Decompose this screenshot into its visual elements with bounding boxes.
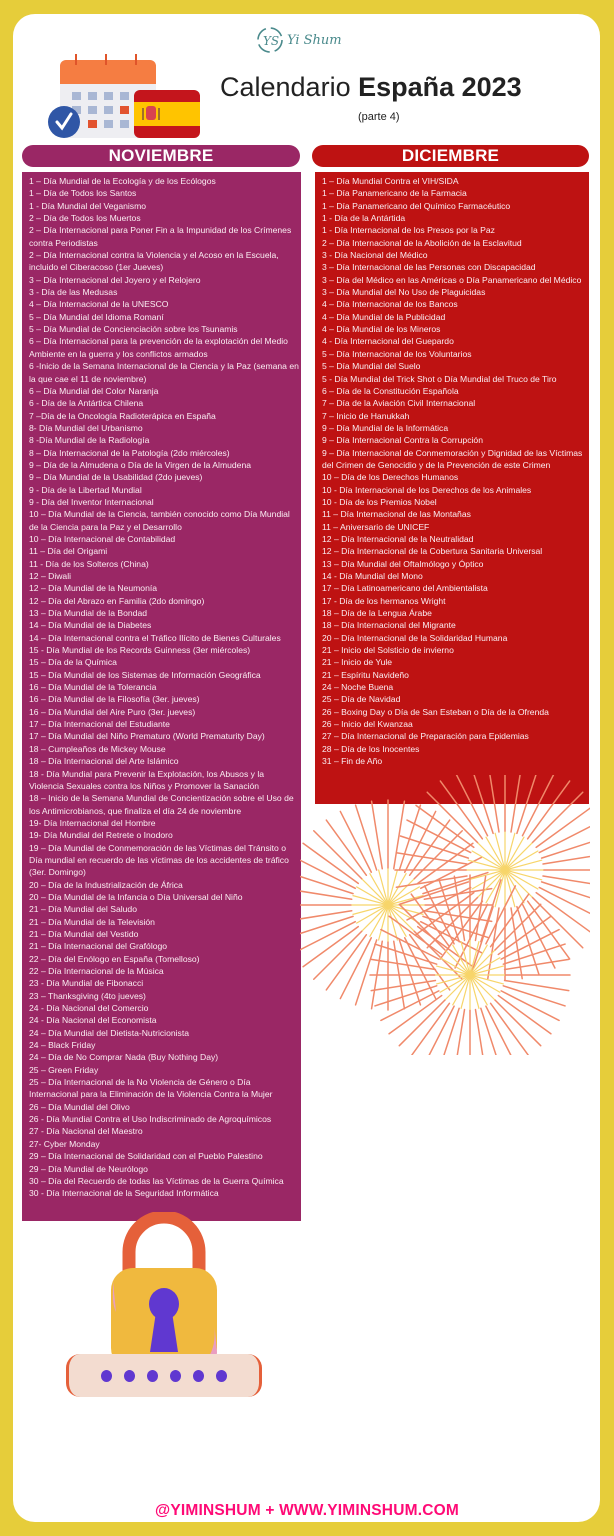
brand-logo [255, 20, 365, 60]
event-item: 11 – Aniversario de UNICEF [322, 521, 430, 532]
noviembre-events-list [22, 172, 301, 1221]
event-item: 8 -Día Mundial de la Radiología [29, 435, 150, 446]
event-item: 9 – Día Mundial de la Usabilidad (2do jueves) [29, 472, 203, 483]
event-item: 12 – Día Mundial de la Neumonía [29, 583, 158, 594]
password-dot-icon [101, 1370, 112, 1382]
event-item: 19- Día Mundial del Retrete o Inodoro [29, 830, 173, 841]
password-dot-icon [170, 1370, 181, 1382]
event-item: 1 – Día Panamericano del Químico Farmacéutico [322, 200, 511, 211]
event-item: 30 - Día Internacional de la Seguridad Informática [29, 1188, 219, 1199]
event-item: 10 – Día Mundial de la Ciencia, también conocido como Día Mundial de la Ciencia para la Paz y el Desarrollo [29, 509, 290, 532]
event-item: 24 – Noche Buena [322, 682, 394, 693]
event-item: 30 – Día del Recuerdo de todas las Víctimas de la Guerra Química [29, 1175, 284, 1186]
event-item: 12 – Día Internacional de la Cobertura Sanitaria Universal [322, 546, 543, 557]
event-item: 3 – Día del Médico en las Américas o Día Panamericano del Médico [322, 274, 582, 285]
event-item: 17 – Día Internacional del Estudiante [29, 719, 170, 730]
month-header-noviembre: NOVIEMBRE [22, 145, 300, 167]
event-item: 2 – Día Internacional de la Abolición de la Esclavitud [322, 237, 522, 248]
event-item: 13 – Día Mundial de la Bondad [29, 608, 148, 619]
event-item: 5 – Día Mundial de Concienciación sobre los Tsunamis [29, 324, 238, 335]
event-item: 6 – Día Mundial del Color Naranja [29, 385, 159, 396]
event-item: 26 – Boxing Day o Día de San Esteban o Día de la Ofrenda [322, 706, 549, 717]
event-item: 24 - Día Nacional del Comercio [29, 1003, 149, 1014]
event-item: 25 – Green Friday [29, 1064, 99, 1075]
event-item: 4 – Día Internacional de la UNESCO [29, 299, 169, 310]
event-item: 27 – Día Internacional de Preparación para Epidemias [322, 731, 529, 742]
event-item: 18 - Día Mundial para Prevenir la Explotación, los Abusos y la Violencia Sexuales contra los Niños y Promover la Sanación [29, 768, 265, 791]
event-item: 4 – Día Mundial de los Mineros [322, 324, 441, 335]
event-item: 8 – Día Internacional de la Patología (2do miércoles) [29, 447, 230, 458]
event-item: 26 - Día Mundial Contra el Uso Indiscriminado de Agroquímicos [29, 1114, 272, 1125]
diciembre-events-list [315, 172, 589, 804]
event-item: 18 – Inicio de la Semana Mundial de Concientización sobre el Uso de los Antimicrobianos, que finaliza el día 24 de noviembre [29, 793, 294, 816]
event-item: 3 – Día Mundial del No Uso de Plaguicidas [322, 287, 486, 298]
event-item: 1 – Día Mundial Contra el VIH/SIDA [322, 176, 459, 186]
event-item: 21 – Inicio de Yule [322, 657, 393, 668]
event-item: 3 - Día de las Medusas [29, 287, 118, 298]
event-item: 17 - Día de los hermanos Wright [322, 595, 446, 606]
event-item: 20 – Día Internacional de la Solidaridad Humana [322, 632, 508, 643]
event-item: 10 - Día Internacional de los Derechos de los Animales [322, 484, 532, 495]
event-item: 5 - Día Mundial del Trick Shot o Día Mundial del Truco de Tiro [322, 373, 557, 384]
event-item: 28 – Día de los Inocentes [322, 743, 420, 754]
event-item: 2 – Día Internacional para Poner Fin a la Impunidad de los Crímenes contra Periodistas [29, 225, 292, 248]
event-item: 12 – Día del Abrazo en Familia (2do domingo) [29, 595, 205, 606]
event-item: 7 – Día de la Aviación Civil Internacional [322, 398, 476, 409]
event-item: 6 – Día de la Constitución Española [322, 385, 459, 396]
event-item: 21 – Día Mundial del Saludo [29, 904, 137, 915]
event-item: 25 – Día de Navidad [322, 694, 401, 705]
footer-credit: @YIMINSHUM + WWW.YIMINSHUM.COM [155, 1502, 459, 1519]
event-item: 12 – Día Internacional de la Neutralidad [322, 533, 474, 544]
logo-text: Yi Shum [287, 32, 342, 48]
event-item: 16 – Día Mundial del Aire Puro (3er. jueves) [29, 706, 196, 717]
event-item: 4 – Día Mundial de la Publicidad [322, 311, 446, 322]
password-field [66, 1354, 262, 1397]
event-item: 14 – Día Internacional contra el Tráfico Ilícito de Bienes Culturales [29, 632, 281, 643]
event-item: 5 – Día Mundial del Idioma Romaní [29, 311, 164, 322]
event-item: 12 – Diwali [29, 571, 72, 581]
event-item: 5 – Día Mundial del Suelo [322, 361, 421, 372]
event-item: 17 – Día Latinoamericano del Ambientalista [322, 583, 488, 594]
event-item: 18 – Cumpleaños de Mickey Mouse [29, 743, 166, 754]
event-item: 1 - Día de la Antártida [322, 213, 406, 224]
event-item: 6 - Día de la Antártica Chilena [29, 398, 144, 409]
event-item: 18 – Día Internacional del Arte Islámico [29, 756, 179, 767]
event-item: 15 - Día Mundial de los Records Guinness (3er miércoles) [29, 645, 251, 656]
password-dot-icon [193, 1370, 204, 1382]
event-item: 2 – Día de Todos los Muertos [29, 213, 141, 224]
password-dot-icon [124, 1370, 135, 1382]
event-item: 23 – Thanksgiving (4to jueves) [29, 990, 146, 1001]
event-item: 27 - Día Nacional del Maestro [29, 1126, 143, 1137]
event-item: 14 - Día Mundial del Mono [322, 571, 423, 581]
event-item: 24 - Día Nacional del Economista [29, 1015, 157, 1026]
event-item: 25 – Día Internacional de la No Violencia de Género o Día Internacional para la Eliminación de la Violencia Contra la Mujer [29, 1077, 273, 1100]
event-item: 1 – Día de Todos los Santos [29, 188, 137, 199]
event-item: 13 – Día Mundial del Oftalmólogo y Óptico [322, 558, 484, 569]
ys-monogram-icon [255, 25, 285, 55]
event-item: 11 - Día de los Solteros (China) [29, 558, 149, 569]
event-item: 1 – Día Panamericano de la Farmacia [322, 188, 467, 199]
svg-text:YS: YS [263, 34, 280, 48]
event-item: 5 – Día Internacional de los Voluntarios [322, 348, 472, 359]
event-item: 1 - Día Mundial del Veganismo [29, 200, 147, 211]
event-item: 18 – Día de la Lengua Árabe [322, 608, 432, 619]
event-item: 10 - Día de los Premios Nobel [322, 496, 437, 507]
event-item: 24 – Día Mundial del Dietista-Nutricionista [29, 1027, 190, 1038]
event-item: 14 – Día Mundial de la Diabetes [29, 620, 152, 631]
fireworks-icon [300, 775, 590, 1055]
event-item: 20 – Día Mundial de la Infancia o Día Universal del Niño [29, 891, 243, 902]
event-item: 19 – Día Mundial de Conmemoración de las Víctimas del Tránsito o Día mundial en recuerdo de las víctimas de los accidentes de tráfico (3er. Domingo) [29, 842, 289, 878]
event-item: 16 – Día Mundial de la Tolerancia [29, 682, 157, 693]
event-item: 10 – Día de los Derechos Humanos [322, 472, 459, 483]
password-dot-icon [147, 1370, 158, 1382]
event-item: 29 – Día Internacional de Solidaridad con el Pueblo Palestino [29, 1151, 263, 1162]
event-item: 16 – Día Mundial de la Filosofía (3er. jueves) [29, 694, 200, 705]
event-item: 9 - Día del Inventor Internacional [29, 496, 154, 507]
event-item: 21 – Inicio del Solsticio de invierno [322, 645, 454, 656]
event-item: 8- Día Mundial del Urbanismo [29, 422, 143, 433]
event-item: 1 - Día Internacional de los Presos por la Paz [322, 225, 495, 236]
event-item: 4 – Día Internacional de los Bancos [322, 299, 458, 310]
event-item: 21 – Día Mundial del Vestido [29, 928, 139, 939]
event-item: 9 – Día Internacional Contra la Corrupción [322, 435, 483, 446]
event-item: 9 – Día de la Almudena o Día de la Virgen de la Almudena [29, 459, 251, 470]
event-item: 29 – Día Mundial de Neurólogo [29, 1163, 148, 1174]
event-item: 23 - Día Mundial de Fibonacci [29, 978, 144, 989]
event-item: 9 – Día Mundial de la Informática [322, 422, 449, 433]
event-item: 7 – Inicio de Hanukkah [322, 410, 410, 421]
event-item: 11 – Día Internacional de las Montañas [322, 509, 471, 520]
page-subtitle: (parte 4) [358, 111, 400, 123]
event-item: 20 – Día de la Industrialización de África [29, 879, 183, 890]
password-dot-icon [216, 1370, 227, 1382]
event-item: 3 - Día Nacional del Médico [322, 250, 428, 261]
event-item: 21 – Día Internacional del Grafólogo [29, 941, 168, 952]
event-item: 9 - Día de la Libertad Mundial [29, 484, 142, 495]
event-item: 7 –Día de la Oncología Radioterápica en España [29, 410, 216, 421]
event-item: 19- Día Internacional del Hombre [29, 817, 156, 828]
event-item: 21 – Espíritu Navideño [322, 669, 409, 680]
calendar-flag-icon [46, 52, 206, 142]
event-item: 17 – Día Mundial del Niño Prematuro (World Prematurity Day) [29, 731, 265, 742]
event-item: 21 – Día Mundial de la Televisión [29, 916, 155, 927]
event-item: 22 – Día del Enólogo en España (Tomelloso) [29, 953, 200, 964]
event-item: 6 -Inicio de la Semana Internacional de la Ciencia y la Paz (semana en la que cae el 11 de noviembre) [29, 361, 299, 384]
event-item: 11 – Día del Origami [29, 546, 108, 557]
page-title: Calendario España 2023 [220, 72, 522, 102]
event-item: 2 – Día Internacional contra la Violencia y el Acoso en la Escuela, incluido el Ciberacoso (1er Jueves) [29, 250, 279, 273]
month-header-diciembre: DICIEMBRE [312, 145, 589, 167]
event-item: 15 – Día de la Química [29, 657, 117, 668]
event-item: 3 – Día Internacional del Joyero y el Relojero [29, 274, 201, 285]
event-item: 24 – Día de No Comprar Nada (Buy Nothing Day) [29, 1052, 219, 1063]
event-item: 18 – Día Internacional del Migrante [322, 620, 456, 631]
event-item: 31 – Fin de Año [322, 756, 383, 767]
event-item: 22 – Día Internacional de la Música [29, 966, 164, 976]
event-item: 3 – Día Internacional de las Personas con Discapacidad [322, 262, 536, 273]
event-item: 10 – Día Internacional de Contabilidad [29, 533, 176, 544]
event-item: 15 – Día Mundial de los Sistemas de Información Geográfica [29, 669, 261, 680]
event-item: 26 – Inicio del Kwanzaa [322, 719, 413, 730]
event-item: 1 – Día Mundial de la Ecología y de los Ecólogos [29, 176, 216, 186]
event-item: 4 - Día Internacional del Guepardo [322, 336, 454, 347]
event-item: 27- Cyber Monday [29, 1138, 100, 1149]
event-item: 24 – Black Friday [29, 1040, 96, 1051]
event-item: 6 – Día Internacional para la prevención de la explotación del Medio Ambiente en la guerra y los conflictos armados [29, 336, 288, 359]
event-item: 9 – Día Internacional de Conmemoración y Dignidad de las Víctimas del Crimen de Genocidio y de la Prevención de este Crimen [322, 447, 583, 470]
event-item: 26 – Día Mundial del Olivo [29, 1101, 130, 1112]
